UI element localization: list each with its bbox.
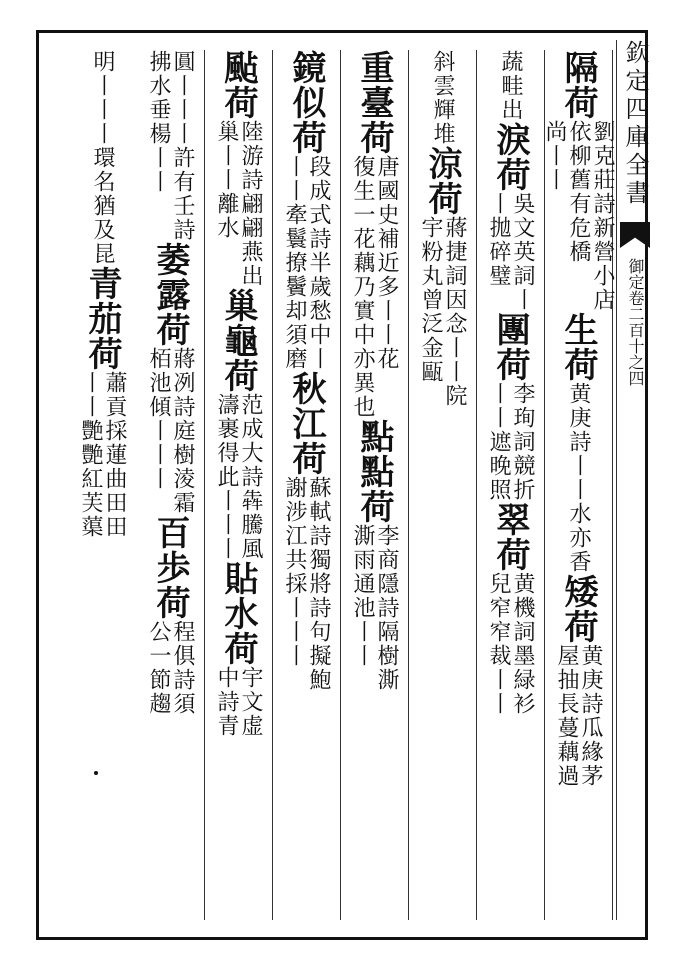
- annotation-line: 丨丨遮晚照: [486, 382, 511, 502]
- annotation: [498, 50, 522, 122]
- entry: [146, 242, 194, 515]
- annotation-line: 丨丨牽鬟撩鬢却須磨: [282, 155, 307, 371]
- annotation-line: 李商隱詩隔樹澌: [374, 524, 399, 692]
- annotation: [282, 476, 330, 692]
- annotation-line: 蔣冽詩庭樹淩霜: [170, 347, 195, 515]
- annotation-line: 蔣捷詞因念丨丨院: [442, 216, 467, 408]
- entry: [78, 266, 126, 539]
- annotation-line: 公一節趨: [146, 620, 171, 716]
- book-name: 御定: [626, 258, 645, 290]
- annotation: [542, 120, 614, 312]
- annotation-line: 拂水垂楊丨丨: [146, 50, 171, 194]
- headword: 百歩荷: [150, 515, 190, 620]
- entry: [560, 312, 596, 574]
- annotation-line: 蕭貢採蓮曲田田: [102, 371, 127, 539]
- entry: [282, 50, 330, 371]
- headword: 生荷: [558, 312, 598, 382]
- text-column: [136, 50, 205, 920]
- annotation: [282, 155, 330, 371]
- annotation-line: 黄庚詩丨丨水亦香: [566, 382, 591, 574]
- annotation: [554, 644, 602, 788]
- headword: 隔荷: [558, 50, 598, 120]
- entry: [146, 50, 194, 242]
- entry: [498, 50, 522, 122]
- headword: 萎露荷: [150, 242, 190, 347]
- headword: 淚荷: [490, 122, 530, 192]
- annotation: [486, 382, 534, 502]
- headword: 貼水荷: [218, 561, 258, 666]
- entry: [214, 288, 262, 561]
- entry: [214, 50, 262, 288]
- annotation: [350, 155, 398, 419]
- annotation-line: 復生一花藕乃實中亦異也: [350, 155, 375, 419]
- annotation-line: 屋抽長蔓藕過: [554, 644, 579, 788]
- annotation-line: 段成式詩半歲愁中丨: [306, 155, 331, 371]
- annotation: [566, 382, 590, 574]
- headword: 矮荷: [558, 574, 598, 644]
- headword: 青茄荷: [82, 266, 122, 371]
- annotation-line: 巢丨丨離水: [214, 120, 239, 240]
- annotation-line: 黄機詞墨緑衫: [510, 572, 535, 716]
- annotation-line: 程俱詩須: [170, 620, 195, 716]
- entry: [214, 561, 262, 738]
- entry: [486, 122, 534, 312]
- fishtail-mark: [620, 222, 650, 248]
- annotation: [214, 666, 262, 738]
- book-title: 欽定四庫全書: [621, 40, 649, 208]
- headword: 點點荷: [354, 419, 394, 524]
- annotation-line: 明丨丨丨環名猶及昆: [90, 50, 115, 266]
- annotation-line: 宇文虚: [238, 666, 263, 738]
- headword: 秋江荷: [286, 371, 326, 476]
- annotation-line: 劉克莊詩新營小店: [590, 120, 615, 312]
- annotation-line: 李珣詞競折: [510, 382, 535, 502]
- headword: 翠荷: [490, 502, 530, 572]
- annotation-line: 澌雨通池丨丨: [350, 524, 375, 668]
- text-column: [272, 50, 341, 920]
- annotation: [430, 50, 454, 146]
- annotation-line: 唐國史補近多丨丨花: [374, 155, 399, 371]
- annotation: [90, 50, 114, 266]
- annotation-line: 蔬畦出: [498, 50, 523, 122]
- annotation-line: 宇粉丸曾泛金甌: [418, 216, 443, 384]
- entry: [418, 146, 466, 408]
- entry: [282, 371, 330, 692]
- entry: [350, 50, 398, 419]
- entry: [430, 50, 454, 146]
- annotation-line: 范成大詩犇騰風: [238, 393, 263, 561]
- text-column: [408, 50, 477, 920]
- headword: 鏡似荷: [286, 50, 326, 155]
- annotation-line: 黄庚詩瓜緣茅: [578, 644, 603, 788]
- annotation-line: 斜雲輝堆: [430, 50, 455, 146]
- headword: 重臺荷: [354, 50, 394, 155]
- headword: 涼荷: [422, 146, 462, 216]
- entry: [146, 515, 194, 716]
- annotation-line: 兒窄窄裁丨丨: [486, 572, 511, 716]
- text-column: [340, 50, 409, 920]
- annotation: [486, 572, 534, 716]
- annotation-line: 栢池傾丨丨丨: [146, 347, 171, 491]
- entry: [554, 574, 602, 788]
- annotation-line: 陸游詩翩翩燕出: [238, 120, 263, 288]
- annotation-line: 丨丨艷艷紅芙蕖: [78, 371, 103, 539]
- page-margin: [616, 40, 653, 920]
- text-column: [204, 50, 273, 920]
- annotation-line: 依柳舊有危橋: [566, 120, 591, 264]
- text-column: [68, 50, 136, 920]
- annotation: [146, 620, 194, 716]
- annotation: [146, 347, 194, 515]
- juan-number: 卷二百十之四: [626, 290, 645, 386]
- entry: [486, 502, 534, 716]
- annotation: [214, 393, 262, 561]
- annotation-line: 吳文英詞丨: [510, 192, 535, 312]
- annotation: [78, 371, 126, 539]
- headword: 巢龜荷: [218, 288, 258, 393]
- ink-dot: [94, 771, 98, 775]
- annotation: [350, 524, 398, 692]
- annotation-line: 謝涉江共採丨丨丨: [282, 476, 307, 668]
- headword: 團荷: [490, 312, 530, 382]
- annotation: [486, 192, 534, 312]
- text-column: [476, 50, 545, 920]
- annotation: [146, 50, 194, 242]
- entry: [90, 50, 114, 266]
- entry: [486, 312, 534, 502]
- annotation-line: 丨拋碎璧: [486, 192, 511, 288]
- annotation-line: 尚丨丨: [542, 120, 567, 192]
- headword: 颭荷: [218, 50, 258, 120]
- text-column: [544, 50, 613, 920]
- annotation-line: 圓丨丨丨許有壬詩: [170, 50, 195, 242]
- annotation-line: 中詩青: [214, 666, 239, 738]
- annotation-line: 蘇軾詩獨將詩句擬鮑: [306, 476, 331, 692]
- entry: [350, 419, 398, 692]
- annotation-line: 濤裹得此丨丨丨: [214, 393, 239, 561]
- annotation: [214, 120, 262, 288]
- annotation: [418, 216, 466, 408]
- entry: [542, 50, 614, 312]
